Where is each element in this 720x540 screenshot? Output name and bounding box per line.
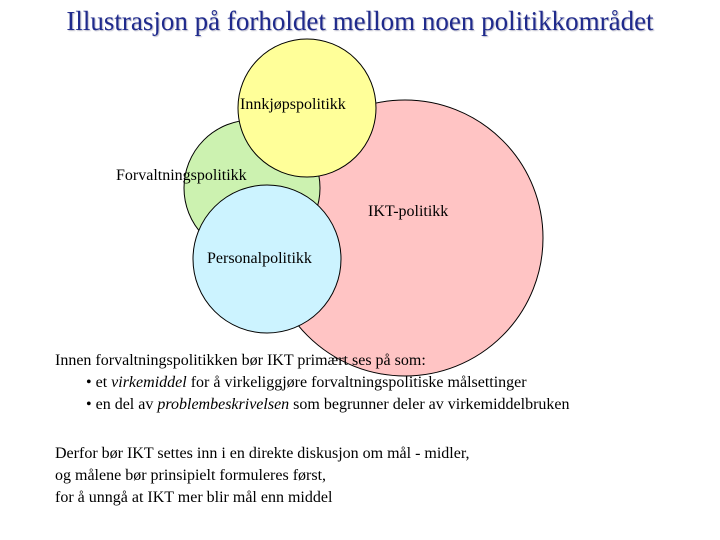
label-ikt-politikk: IKT-politikk — [368, 203, 449, 220]
label-innkjopspolitikk: Innkjøpspolitikk — [240, 96, 346, 113]
label-forvaltningspolitikk: Forvaltningspolitikk — [116, 167, 247, 184]
conclusion-paragraph — [55, 443, 470, 509]
conclusion-line: for å unngå at IKT mer blir mål enn middel — [55, 489, 333, 506]
bullet-item: • et virkemiddel for å virkeliggjøre forvaltningspolitiske målsettinger — [86, 374, 527, 391]
slide-title: Illustrasjon på forholdet mellom noen politikkområdet — [66, 6, 654, 36]
bullet-item: • en del av problembeskrivelsen som begrunner deler av virkemiddelbruken — [86, 396, 570, 413]
intro-paragraph — [55, 350, 570, 416]
conclusion-line: og målene bør prinsipielt formuleres først, — [55, 467, 327, 484]
intro-line: Innen forvaltningspolitikken bør IKT primært ses på som: — [55, 352, 426, 369]
conclusion-line: Derfor bør IKT settes inn i en direkte diskusjon om mål - midler, — [55, 445, 470, 462]
label-personalpolitikk: Personalpolitikk — [207, 250, 312, 267]
